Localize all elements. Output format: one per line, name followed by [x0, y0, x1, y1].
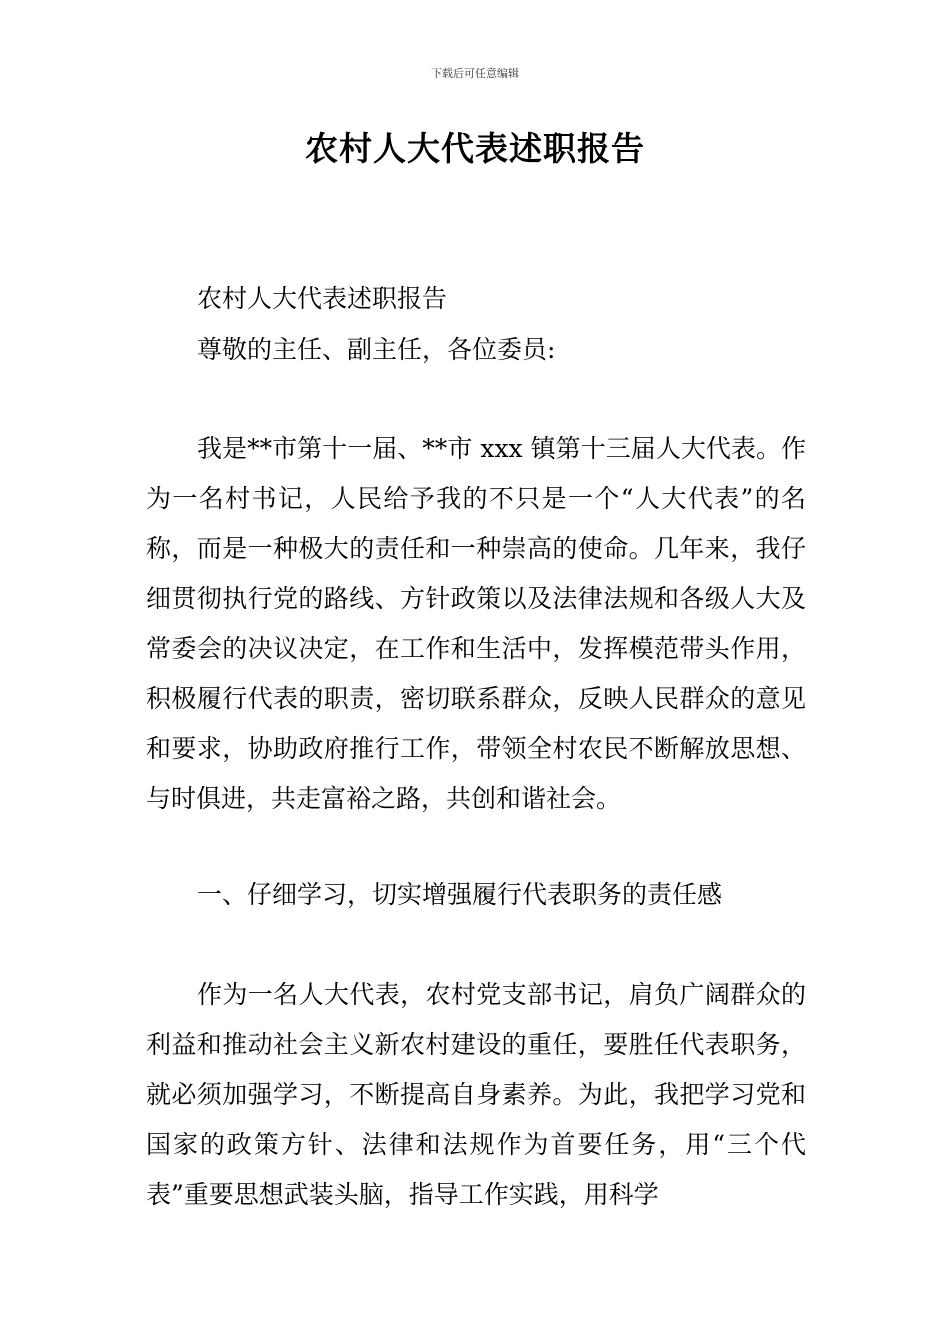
document-title: 农村人大代表述职报告	[305, 129, 645, 168]
document-subtitle: 农村人大代表述职报告	[197, 284, 448, 313]
paragraph-intro: 我是**市第十一届、**市 xxx 镇第十三届人大代表。作为一名村书记，人民给予我的不只是一个“人大代表”的名称，而是一种极大的责任和一种崇高的使命。几年来，我仔细贯彻执行党的路线、方针政策以及法律法规和各级人大及常委会的决议决定，在工作和生活中，发挥模范带头作用，积极履行代表的职责，密切联系群众，反映人民群众的意见和要求，协助政府推行工作，带领全村农民不断解放思想、与时俱进，共走富裕之路，共创和谐社会。	[146, 434, 806, 813]
paragraph-section-1: 作为一名人大代表，农村党支部书记，肩负广阔群众的利益和推动社会主义新农村建设的重任，要胜任代表职务，就必须加强学习，不断提高自身素养。为此，我把学习党和国家的政策方针、法律和法规作为首要任务，用“三个代表”重要思想武装头脑，指导工作实践，用科学	[146, 980, 806, 1209]
salutation: 尊敬的主任、副主任，各位委员:	[197, 335, 556, 364]
header-note: 下载后可任意编辑	[431, 67, 519, 80]
section-heading-1: 一、仔细学习，切实增强履行代表职务的责任感	[197, 880, 723, 909]
